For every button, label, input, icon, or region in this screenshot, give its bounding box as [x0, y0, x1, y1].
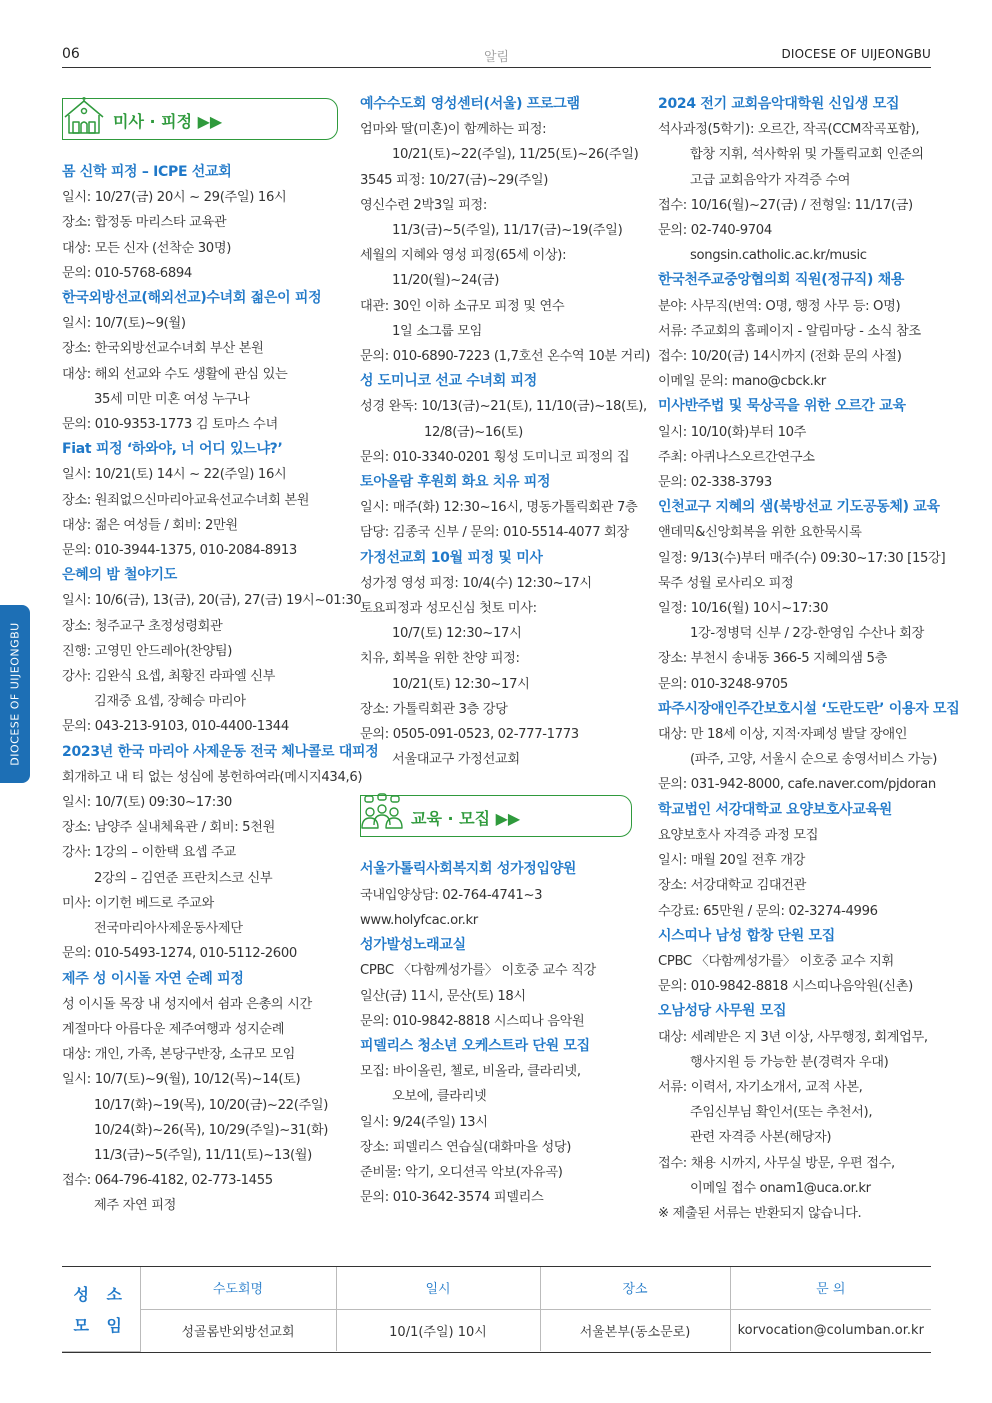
notice-line: 일시: 10/7(토)~9(월) — [62, 316, 186, 332]
notice-line: songsin.catholic.ac.kr/music — [690, 248, 867, 264]
notice-line: 일시: 9/24(주일) 13시 — [360, 1114, 488, 1130]
notice-title: 토아올람 후원회 화요 치유 피정 — [360, 474, 551, 491]
notice-line: 일시: 10/7(토) 09:30~17:30 — [62, 795, 232, 811]
notice-line: 묵주 성월 로사리오 피정 — [658, 575, 794, 591]
notice-line: 일시: 매월 20일 전후 개강 — [658, 853, 806, 869]
notice-title: 인천교구 지혜의 샘(북방선교 기도공동체) 교육 — [658, 499, 940, 516]
notice-line: 1일 소그룹 모임 — [392, 323, 483, 339]
notice-line: CPBC 〈다함께성가를〉 이호중 교수 직강 — [360, 963, 596, 979]
notice-line: 행사지원 등 가능한 분(경력자 우대) — [690, 1054, 889, 1070]
notice-line: 접수: 064-796-4182, 02-773-1455 — [62, 1173, 273, 1189]
notice-line: 문의: 010-9842-8818 시스띠나 음악원 — [360, 1013, 585, 1029]
notice-title: 2023년 한국 마리아 사제운동 전국 체나콜로 대피정 — [62, 743, 379, 760]
notice-title: 한국천주교중앙협의회 직원(정규직) 채용 — [658, 272, 905, 289]
notice-line: 3545 피정: 10/27(금)~29(주일) — [360, 172, 549, 188]
notice-line: 토요피정과 성모신심 첫토 미사: — [360, 601, 537, 617]
notice-line: 장소: 한국외방선교수녀회 부산 본원 — [62, 341, 264, 357]
column-right — [658, 92, 960, 1226]
side-tab-label: DIOCESE OF UIJEONGBU — [8, 622, 22, 766]
section-badge-education — [360, 795, 632, 837]
notice-line: 이메일 접수 onam1@uca.or.kr — [690, 1180, 871, 1196]
notice-line: 일시: 10/27(금) 20시 ~ 29(주일) 16시 — [62, 190, 287, 206]
table-label-line1: 성 소 — [73, 1284, 128, 1304]
notice-line: 대상: 해외 선교와 수도 생활에 관심 있는 — [62, 366, 288, 382]
notice-title: 한국외방선교(해외선교)수녀회 젊은이 피정 — [62, 290, 322, 307]
notice-line: 10/17(화)~19(목), 10/20(금)~22(주일) — [94, 1097, 329, 1113]
notice-title: 학교법인 서강대학교 요양보호사교육원 — [658, 801, 892, 818]
notice-line: 장소: 피델리스 연습실(대화마을 성당) — [360, 1139, 572, 1155]
notice-line: 고급 교회음악가 자격증 수여 — [690, 172, 851, 188]
cell-contact[interactable]: korvocation@columban.or.kr — [730, 1309, 931, 1351]
notice-line: 계절마다 아름다운 제주여행과 성지순례 — [62, 1021, 285, 1037]
notice-line: 장소: 서강대학교 김대건관 — [658, 878, 807, 894]
notice-line: 11/3(금)~5(주일), 11/11(토)~13(월) — [94, 1147, 312, 1163]
notice-line: 회개하고 내 티 없는 성심에 봉헌하여라(메시지434,6) — [62, 769, 363, 785]
notice-line: 문의: 010-3642-3574 피델리스 — [360, 1190, 544, 1206]
notice-line: 10/24(화)~26(목), 10/29(주일)~31(화) — [94, 1122, 329, 1138]
notice-line: 1강-정병덕 신부 / 2강-한영임 수산나 회장 — [690, 626, 925, 642]
notice-line: 35세 미만 미혼 여성 누구나 — [94, 391, 250, 407]
notice-line: 수강료: 65만원 / 문의: 02-3274-4996 — [658, 903, 878, 919]
cell-order: 성골롬반외방선교회 — [140, 1309, 336, 1351]
notice-line: 장소: 합정동 마리스타 교육관 — [62, 215, 227, 231]
cell-date: 10/1(주일) 10시 — [336, 1309, 540, 1351]
notice-title: 예수수도회 영성센터(서울) 프로그램 — [360, 96, 580, 112]
notice-line: 앤데믹&신앙회복을 위한 요한묵시록 — [658, 525, 862, 541]
notice-line: 김재중 요셉, 장혜승 마리아 — [94, 694, 246, 710]
notice-title: 성 도미니코 선교 수녀회 피정 — [360, 373, 537, 390]
notice-line: 2강의 – 김연준 프란치스코 신부 — [94, 870, 273, 886]
col-header-place: 장소 — [540, 1267, 730, 1309]
notice-line: 분야: 사무직(번역: O명, 행정 사무 등: O명) — [658, 298, 901, 314]
notice-line: 10/21(토)~22(주일), 11/25(토)~26(주일) — [392, 147, 639, 163]
notice-title: Fiat 피정 ‘하와야, 너 어디 있느냐?’ — [62, 441, 283, 458]
notice-line: 10/21(토) 12:30~17시 — [392, 676, 530, 692]
notice-line: 국내입양상담: 02-764-4741~3 — [360, 887, 543, 903]
page-header — [62, 44, 931, 68]
notice-line: 문의: 010-9842-8818 시스띠나음악원(신촌) — [658, 979, 913, 995]
notice-line: 문의: 010-9353-1773 김 토마스 수녀 — [62, 417, 278, 433]
notice-line: 장소: 부천시 송내동 366-5 지혜의샘 5층 — [658, 651, 887, 667]
notice-line: 11/3(금)~5(주일), 11/17(금)~19(주일) — [392, 223, 623, 239]
notice-line: 문의: 010-5493-1274, 010-5112-2600 — [62, 946, 297, 962]
notice-line: 문의: 010-3944-1375, 010-2084-8913 — [62, 543, 297, 559]
notice-line: 일정: 9/13(수)부터 매주(수) 09:30~17:30 [15강] — [658, 550, 946, 566]
notice-line: www.holyfcac.or.kr — [360, 912, 478, 928]
house-icon — [61, 95, 107, 139]
notice-line: 문의: 031-942-8000, cafe.naver.com/pjdoran — [658, 777, 936, 793]
notice-line: 일시: 10/7(토)~9(월), 10/12(목)~14(토) — [62, 1072, 301, 1088]
notice-line: 오보에, 클라리넷 — [392, 1089, 487, 1105]
vocation-meeting-table — [62, 1266, 931, 1353]
notice-title: 성가발성노래교실 — [360, 937, 466, 954]
notice-line: 12/8(금)~16(토) — [424, 424, 523, 440]
notice-title: 2024 전기 교회음악대학원 신입생 모집 — [658, 96, 900, 112]
notice-line: 강사: 김완식 요셉, 최황진 라파엘 신부 — [62, 669, 275, 685]
notice-line: 문의: 010-5768-6894 — [62, 265, 192, 281]
notice-line: 주최: 아퀴나스오르간연구소 — [658, 449, 815, 465]
notice-line: 주임신부님 확인서(또는 추천서), — [690, 1105, 873, 1121]
notice-line: 일시: 10/6(금), 13(금), 20(금), 27(금) 19시~01:30 — [62, 593, 362, 609]
notice-title: 오남성당 사무원 모집 — [658, 1003, 787, 1020]
notice-title: 피델리스 청소년 오케스트라 단원 모집 — [360, 1037, 590, 1054]
page-number: 06 — [62, 46, 80, 62]
col-header-contact: 문 의 — [730, 1267, 931, 1309]
notice-title: 은혜의 밤 철야기도 — [62, 567, 177, 584]
notice-line: 문의: 02-740-9704 — [658, 223, 772, 239]
notice-line: ※ 제출된 서류는 반환되지 않습니다. — [658, 1205, 862, 1221]
notice-line: 진행: 고영민 안드레아(찬양팀) — [62, 643, 233, 659]
notice-line: 성가정 영성 피정: 10/4(수) 12:30~17시 — [360, 575, 592, 591]
section-badge-mass — [62, 98, 338, 140]
notice-line: 대상: 젊은 여성들 / 회비: 2만원 — [62, 517, 238, 533]
notice-line: 일시: 매주(화) 12:30~16시, 명동가톨릭회관 7층 — [360, 500, 638, 516]
notice-line: 서류: 주교회의 홈페이지 - 알림마당 - 소식 참조 — [658, 323, 921, 339]
notice-line: 일시: 10/10(화)부터 10주 — [658, 424, 807, 440]
notice-line: 문의: 010-3248-9705 — [658, 676, 788, 692]
notice-line: 성 이시돌 목장 내 성지에서 쉼과 은총의 시간 — [62, 996, 312, 1012]
notice-line: 치유, 회복을 위한 찬양 피정: — [360, 651, 520, 667]
notice-title: 가정선교회 10월 피정 및 미사 — [360, 549, 543, 566]
notice-line: 서울대교구 가정선교회 — [392, 752, 520, 768]
notice-line: CPBC 〈다함께성가를〉 이호중 교수 지휘 — [658, 953, 894, 969]
notice-line: 대상: 세례받은 지 3년 이상, 사무행정, 회계업무, — [658, 1029, 928, 1045]
notice-line: 문의: 010-3340-0201 횡성 도미니코 피정의 집 — [360, 449, 630, 465]
notice-line: 석사과정(5학기): 오르간, 작곡(CCM작곡포함), — [658, 122, 920, 138]
table-label — [62, 1267, 140, 1351]
notice-line: 문의: 043-213-9103, 010-4400-1344 — [62, 719, 289, 735]
notice-line: 대관: 30인 이하 소규모 피정 및 연수 — [360, 298, 565, 314]
cell-place: 서울본부(동소문로) — [540, 1309, 730, 1351]
notice-title: 몸 신학 피정 – ICPE 선교회 — [62, 164, 232, 180]
notice-title: 서울가톨릭사회복지회 성가정입양원 — [360, 861, 577, 878]
col-header-date: 일시 — [336, 1267, 540, 1309]
notice-line: (파주, 고양, 서울시 순으로 송영서비스 가능) — [690, 752, 938, 768]
notice-line: 서류: 이력서, 자기소개서, 교적 사본, — [658, 1079, 863, 1095]
notice-line: 대상: 만 18세 이상, 지적·자폐성 발달 장애인 — [658, 727, 908, 743]
badge-title: 미사 · 피정 ▶▶ — [113, 112, 223, 131]
side-tab — [0, 605, 30, 783]
notice-line: 일시: 10/21(토) 14시 ~ 22(주일) 16시 — [62, 467, 287, 483]
section-name: 알림 — [483, 50, 510, 65]
notice-line: 문의: 0505-091-0523, 02-777-1773 — [360, 727, 579, 743]
table-label-line2: 모 임 — [73, 1315, 128, 1335]
notice-line: 문의: 02-338-3793 — [658, 475, 772, 491]
badge-title: 교육 · 모집 ▶▶ — [411, 809, 521, 829]
notice-line: 일산(금) 11시, 문산(토) 18시 — [360, 988, 526, 1004]
notice-line: 세월의 지혜와 영성 피정(65세 이상): — [360, 248, 567, 264]
col-header-order: 수도회명 — [140, 1267, 336, 1309]
column-middle — [360, 92, 651, 1210]
notice-line: 이메일 문의: mano@cbck.kr — [658, 374, 826, 390]
notice-line: 성경 완독: 10/13(금)~21(토), 11/10(금)~18(토), — [360, 399, 647, 415]
notice-line: 요양보호사 자격증 과정 모집 — [658, 827, 819, 843]
publisher-name: DIOCESE OF UIJEONGBU — [781, 47, 931, 61]
notice-line: 11/20(월)~24(금) — [392, 273, 499, 289]
notice-title: 파주시장애인주간보호시설 ‘도란도란’ 이용자 모집 — [658, 700, 960, 717]
notice-line: 준비물: 악기, 오디션곡 악보(자유곡) — [360, 1164, 563, 1180]
notice-line: 문의: 010-6890-7223 (1,7호선 온수역 10분 거리) — [360, 349, 651, 365]
notice-line: 장소: 가톨릭회관 3층 강당 — [360, 701, 508, 717]
notice-line: 대상: 모든 신자 (선착순 30명) — [62, 240, 232, 256]
notice-line: 장소: 청주교구 초정성령회관 — [62, 618, 223, 634]
notice-line: 접수: 10/20(금) 14시까지 (전화 문의 사절) — [658, 349, 902, 365]
notice-line: 제주 자연 피정 — [94, 1198, 177, 1214]
notice-line: 일정: 10/16(월) 10시~17:30 — [658, 601, 829, 617]
notice-title: 제주 성 이시돌 자연 순례 피정 — [62, 970, 244, 987]
notice-line: 강사: 1강의 – 이한택 요셉 주교 — [62, 845, 236, 861]
notice-line: 장소: 남양주 실내체육관 / 회비: 5천원 — [62, 820, 275, 836]
notice-line: 접수: 채용 시까지, 사무실 방문, 우편 접수, — [658, 1155, 895, 1171]
notice-line: 미사: 이기헌 베드로 주교와 — [62, 895, 214, 911]
notice-line: 전국마리아사제운동사제단 — [94, 921, 243, 937]
notice-line: 합창 지휘, 석사학위 및 가톨릭교회 인준의 — [690, 147, 924, 163]
notice-line: 영신수련 2박3일 피정: — [360, 197, 487, 213]
notice-title: 시스띠나 남성 합창 단원 모집 — [658, 927, 835, 944]
notice-line: 담당: 김종국 신부 / 문의: 010-5514-4077 회장 — [360, 525, 629, 541]
notice-line: 엄마와 딸(미혼)이 함께하는 피정: — [360, 122, 547, 138]
notice-title: 미사반주법 및 묵상곡을 위한 오르간 교육 — [658, 398, 906, 415]
notice-line: 대상: 개인, 가족, 본당구반장, 소규모 모임 — [62, 1047, 296, 1063]
notice-line: 장소: 원죄없으신마리아교육선교수녀회 본원 — [62, 492, 310, 508]
notice-line: 관련 자격증 사본(해당자) — [690, 1130, 832, 1146]
notice-line: 10/7(토) 12:30~17시 — [392, 626, 522, 642]
notice-line: 모집: 바이올린, 첼로, 비올라, 클라리넷, — [360, 1064, 581, 1080]
notice-line: 접수: 10/16(월)~27(금) / 전형일: 11/17(금) — [658, 197, 913, 213]
column-left — [62, 92, 379, 1219]
people-icon — [359, 792, 405, 836]
